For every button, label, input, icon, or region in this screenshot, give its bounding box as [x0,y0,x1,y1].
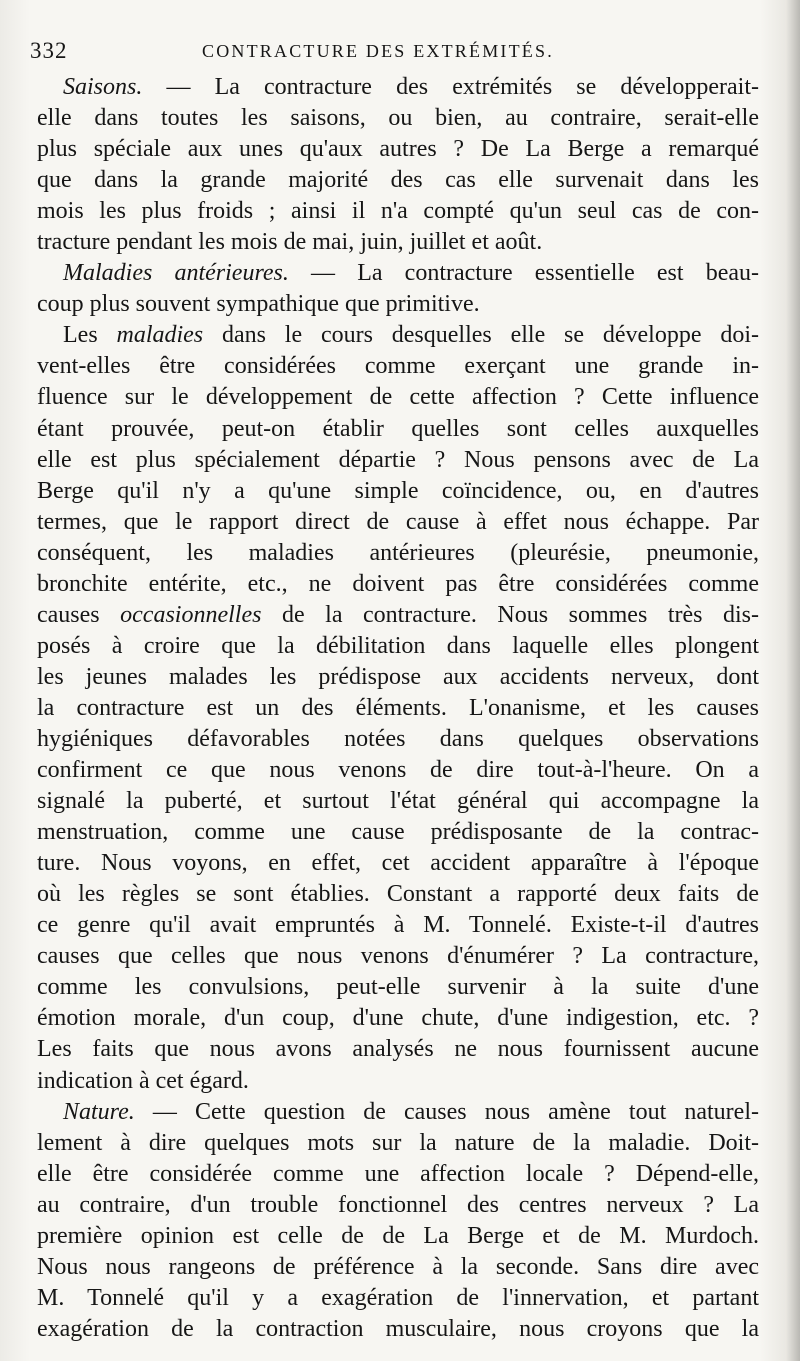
text-run: causes que celles que nous venons d'énumérer ? La contracture, [37,943,759,970]
body-text [37,72,759,1345]
text-line [37,476,759,507]
text-line [37,1003,759,1034]
text-run: bronchite entérite, etc., ne doivent pas être considérées comme [37,570,759,597]
text-line [37,817,759,848]
italic-text: Maladies antérieures. [63,260,289,287]
text-run: elle être considérée comme une affection locale ? Dépend-elle, [37,1160,759,1187]
text-run: confirment ce que nous venons de dire tout-à-l'heure. On a [37,757,759,784]
text-line [37,879,759,910]
text-run: Les [63,322,117,349]
text-run: termes, que le rapport direct de cause à effet nous échappe. Par [37,508,759,535]
text-run: elle dans toutes les saisons, ou bien, au contraire, serait-elle [37,105,759,132]
text-run: tracture pendant les mois de mai, juin, juillet et août. [37,229,543,256]
text-line [37,196,759,227]
text-line [37,848,759,879]
text-line [37,941,759,972]
text-line [37,382,759,413]
text-run: que dans la grande majorité des cas elle survenait dans les [37,167,759,194]
text-run: Nous nous rangeons de préférence à la seconde. Sans dire avec [37,1253,759,1280]
text-run: fluence sur le développement de cette affection ? Cette influence [37,384,759,411]
text-run: indication à cet égard. [37,1067,249,1094]
text-line [37,165,759,196]
text-run: exagération de la contraction musculaire, nous croyons que la [37,1315,759,1342]
text-line [37,1190,759,1221]
text-run: coup plus souvent sympathique que primitive. [37,291,480,318]
text-line [37,569,759,600]
text-line [37,1283,759,1314]
text-line [37,258,759,289]
text-line [37,1066,759,1097]
text-line [37,445,759,476]
text-run: Les faits que nous avons analysés ne nous fournissent aucune [37,1036,759,1063]
text-line [37,786,759,817]
text-run: plus spéciale aux unes qu'aux autres ? De La Berge a remarqué [37,136,759,163]
text-run: menstruation, comme une cause prédisposante de la contrac- [37,819,759,846]
text-line [37,351,759,382]
text-line [37,1221,759,1252]
text-line [37,1159,759,1190]
text-line [37,1314,759,1345]
text-run: lement à dire quelques mots sur la nature de la maladie. Doit- [37,1129,759,1156]
text-run: hygiéniques défavorables notées dans quelques observations [37,725,759,752]
text-line [37,507,759,538]
text-run: — La contracture essentielle est beau- [288,260,759,287]
text-line [37,320,759,351]
running-title: CONTRACTURE DES EXTRÉMITÉS. [202,41,554,61]
text-run: dans le cours desquelles elle se développe doi- [203,322,759,349]
page-number: 332 [30,38,68,63]
text-run: première opinion est celle de de La Berge et de M. Murdoch. [37,1222,759,1249]
text-run: conséquent, les maladies antérieures (pleurésie, pneumonie, [37,539,759,566]
text-run: vent-elles être considérées comme exerçant une grande in- [37,353,759,380]
italic-text: maladies [116,322,204,349]
text-line [37,662,759,693]
text-line [37,693,759,724]
text-line [37,1252,759,1283]
text-run: elle est plus spécialement départie ? Nous pensons avec de La [37,446,759,473]
text-line [37,600,759,631]
text-line [37,1128,759,1159]
text-line [37,910,759,941]
text-line [37,72,759,103]
text-run: Berge qu'il n'y a qu'une simple coïncidence, ou, en d'autres [37,477,759,504]
italic-text: occasionnelles [120,601,262,628]
italic-text: Saisons. [63,74,143,100]
text-line [37,134,759,165]
text-line [37,1097,759,1128]
italic-text: Nature. [63,1098,135,1125]
text-line [37,755,759,786]
text-run: — La contracture des extrémités se développerait- [142,74,759,100]
text-line [37,289,759,320]
text-run: où les règles se sont établies. Constant a rapporté deux faits de [37,881,759,908]
text-run: signalé la puberté, et surtout l'état général qui accompagne la [37,788,759,815]
text-run: M. Tonnelé qu'il y a exagération de l'innervation, et partant [37,1284,759,1311]
text-line [37,631,759,662]
text-run: de la contracture. Nous sommes très dis- [261,601,759,628]
text-line [37,227,759,258]
text-line [37,972,759,1003]
text-run: comme les convulsions, peut-elle survenir à la suite d'une [37,974,759,1001]
text-run: posés à croire que la débilitation dans laquelle elles plongent [37,632,759,659]
text-run: — Cette question de causes nous amène tout naturel- [134,1098,759,1125]
text-run: au contraire, d'un trouble fonctionnel des centres nerveux ? La [37,1191,759,1218]
text-line [37,1034,759,1065]
page-header [30,38,760,68]
text-line [37,724,759,755]
text-run: étant prouvée, peut-on établir quelles sont celles auxquelles [37,415,759,442]
page-edge-shadow [786,0,800,1361]
text-run: les jeunes malades les prédispose aux accidents nerveux, dont [37,663,759,690]
text-line [37,538,759,569]
text-line [37,103,759,134]
text-run: mois les plus froids ; ainsi il n'a compté qu'un seul cas de con- [37,198,759,225]
text-run: la contracture est un des éléments. L'onanisme, et les causes [37,694,759,721]
text-line [37,414,759,445]
text-run: ture. Nous voyons, en effet, cet accident apparaître à l'époque [37,850,759,877]
text-run: causes [37,601,121,628]
text-run: ce genre qu'il avait empruntés à M. Tonnelé. Existe-t-il d'autres [37,912,759,939]
text-run: émotion morale, d'un coup, d'une chute, d'une indigestion, etc. ? [37,1005,759,1032]
